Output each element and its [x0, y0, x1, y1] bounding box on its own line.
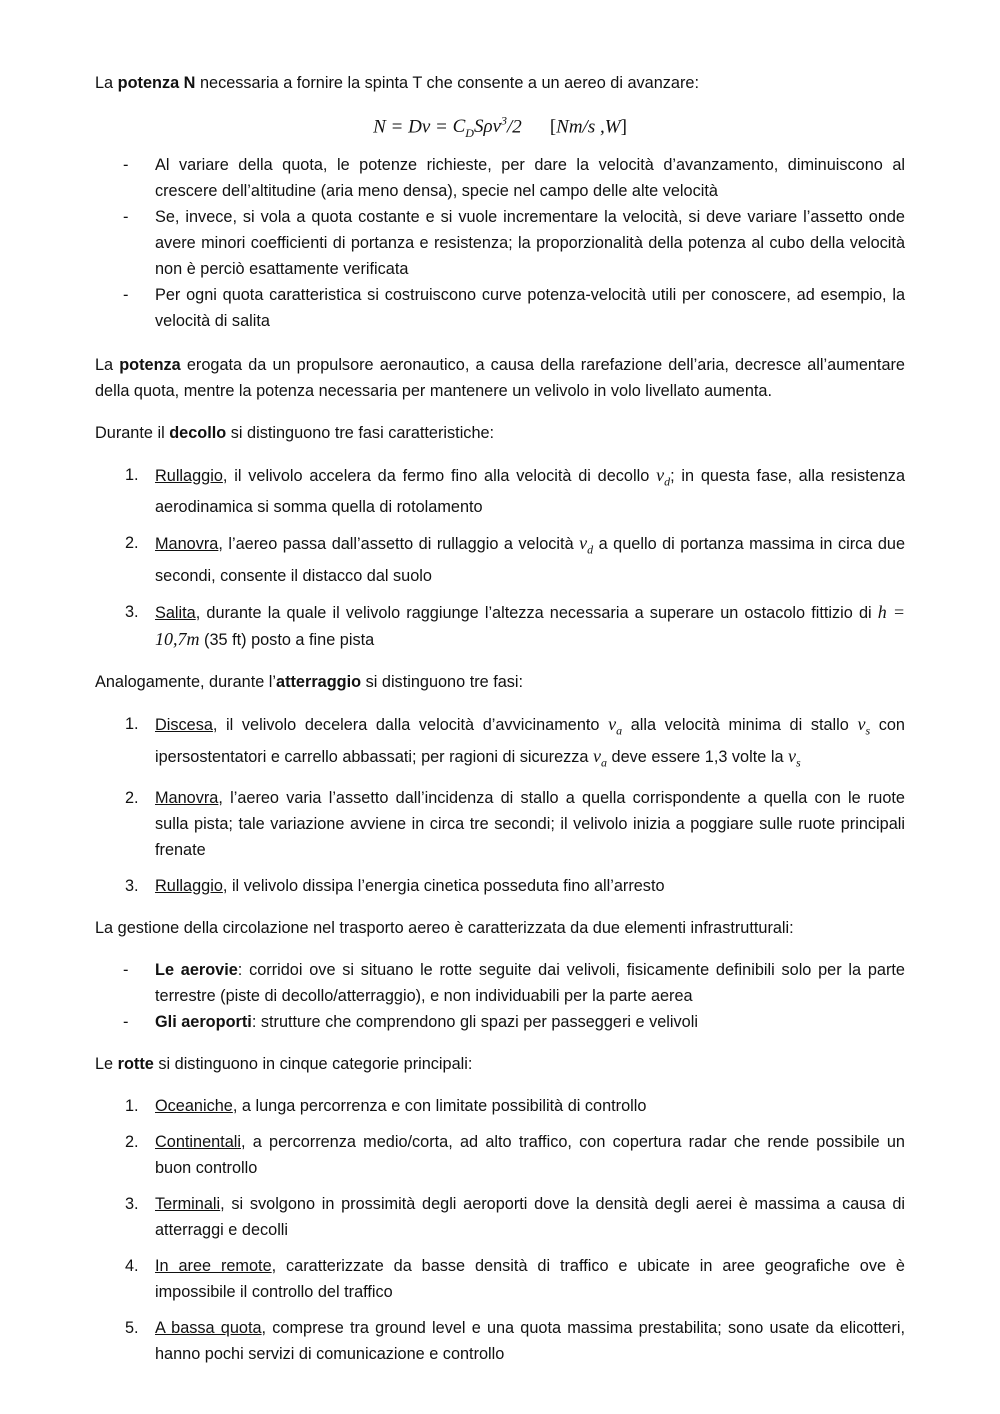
list-item: 4. In aree remote, caratterizzate da basse densità di traffico e ubicate in aree geografiche ove è impossibile il controllo del traffico — [125, 1257, 905, 1302]
bold-term: rotte — [117, 1055, 154, 1074]
document-page — [95, 70, 905, 1367]
power-notes-list — [95, 152, 905, 334]
atterraggio-phases-list — [95, 711, 905, 900]
list-item: 2. Continentali, a percorrenza medio/corta, ad alto traffico, con copertura radar che rende possibile un buon controllo — [125, 1133, 905, 1178]
list-item: - Al variare della quota, le potenze richieste, per dare la velocità d’avanzamento, diminuiscono al crescere dell’altitudine (aria meno densa), specie nel campo delle alte velocità — [95, 152, 905, 204]
paragraph-gestione-circolazione: La gestione della circolazione nel trasporto aereo è caratterizzata da due elementi infrastrutturali: — [95, 919, 794, 938]
list-item: - Se, invece, si vola a quota costante e si vuole incrementare la velocità, si deve variare l’assetto onde avere minori coefficienti di portanza e resistenza; la proporzionalità della potenza al cubo della velocità non è perciò esattamente verificata — [95, 204, 905, 282]
paragraph-rotte-intro: Le rotte si distinguono in cinque categorie principali: — [95, 1055, 473, 1074]
list-item: - Gli aeroporti: strutture che comprendono gli spazi per passeggeri e velivoli — [95, 1009, 905, 1035]
paragraph-potenza-n: La potenza N necessaria a fornire la spinta T che consente a un aereo di avanzare: — [95, 74, 699, 92]
power-formula: $N = Dv = C_DS\rho v^3/2$ [Nm/s ,W] — [373, 114, 627, 141]
list-item: 1. Rullaggio, il velivolo accelera da fermo fino alla velocità di decollo $v_d$; in questa fase, alla resistenza aerodinamica si somma quella di rotolamento — [125, 465, 905, 517]
infrastructure-list — [95, 957, 905, 1035]
list-item: 3. Salita, durante la quale il velivolo raggiunge l’altezza necessaria a superare un ostacolo fittizio di h = 10,7m (35 ft) posto a fine pista — [125, 601, 905, 649]
rotte-categories-list — [95, 1093, 905, 1367]
decollo-phases-list — [95, 462, 905, 653]
bold-term: potenza N — [117, 74, 196, 92]
list-item: 2. Manovra, l’aereo passa dall’assetto di rullaggio a velocità $v_d$ a quello di portanza massima in circa due secondi, consente il distacco dal suolo — [125, 533, 905, 585]
paragraph-potenza-propulsore: La potenza erogata da un propulsore aeronautico, a causa della rarefazione dell’aria, decresce all’aumentare della quota, mentre la potenza necessaria per mantenere un velivolo in volo livellato aumenta. — [95, 356, 905, 401]
list-item: 5. A bassa quota, comprese tra ground level e una quota massima prestabilita; sono usate da elicotteri, hanno pochi servizi di comunicazione e controllo — [125, 1319, 905, 1364]
list-item: 3. Rullaggio, il velivolo dissipa l’energia cinetica posseduta fino all’arresto — [125, 877, 665, 896]
list-item: 1. Discesa, il velivolo decelera dalla velocità d’avvicinamento $v_a$ alla velocità minima di stallo $v_s$ con ipersostentatori e carrello abbassati; per ragioni di sicurezza $v_a$ deve essere 1,3 volte la $v_s$ — [125, 713, 905, 770]
paragraph-atterraggio-intro: Analogamente, durante l’atterraggio si distinguono tre fasi: — [95, 672, 524, 691]
bold-term: decollo — [169, 424, 227, 443]
list-item: 1. Oceaniche, a lunga percorrenza e con limitate possibilità di controllo — [125, 1097, 647, 1116]
bold-term: potenza — [119, 356, 181, 375]
list-item: 2. Manovra, l’aereo varia l’assetto dall’incidenza di stallo a quella corrispondente a quella con le ruote sulla pista; tale variazione avviene in circa tre secondi; il velivolo inizia a poggiare sulle ruote principali frenate — [125, 789, 905, 860]
list-item: - Per ogni quota caratteristica si costruiscono curve potenza-velocità utili per conoscere, ad esempio, la velocità di salita — [95, 282, 905, 334]
list-item: - Le aerovie: corridoi ove si situano le rotte seguite dai velivoli, fisicamente definibili solo per la parte terrestre (piste di decollo/atterraggio), e non individuabili per la parte aerea — [95, 957, 905, 1009]
list-item: 3. Terminali, si svolgono in prossimità degli aeroporti dove la densità degli aerei è massima a causa di atterraggi e decolli — [125, 1195, 905, 1240]
bold-term: atterraggio — [276, 672, 362, 691]
paragraph-decollo-intro: Durante il decollo si distinguono tre fasi caratteristiche: — [95, 424, 495, 443]
